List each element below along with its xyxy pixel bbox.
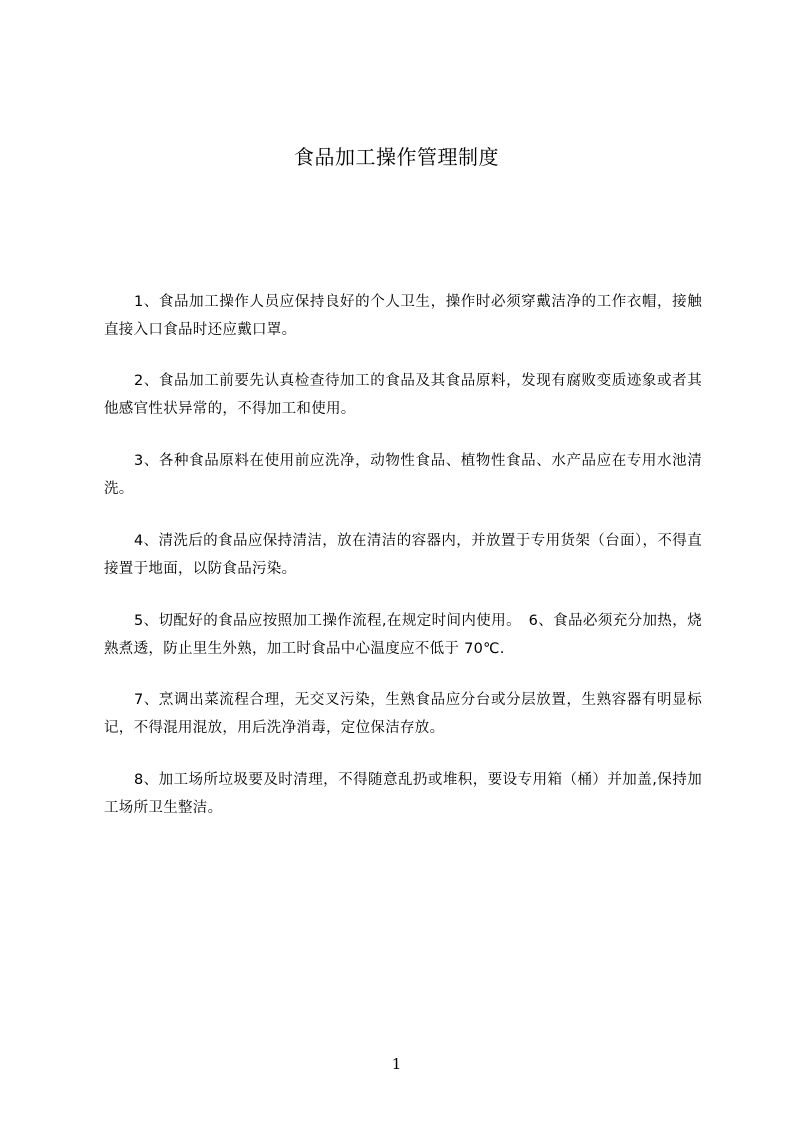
paragraph-7: 7、烹调出菜流程合理，无交叉污染，生熟食品应分台或分层放置，生熟容器有明显标记，不得混用混放，用后洗净消毒，定位保洁存放。: [104, 692, 702, 736]
paragraph-8: 8、加工场所垃圾要及时清理，不得随意乱扔或堆积，要设专用箱（桶）并加盖,保持加工场所卫生整洁。: [104, 772, 702, 816]
paragraph-1: 1、食品加工操作人员应保持良好的个人卫生，操作时必须穿戴洁净的工作衣帽，接触直接入口食品时还应戴口罩。: [104, 294, 702, 338]
page-number: 1: [391, 1055, 402, 1073]
paragraph-5-6: 5、切配好的食品应按照加工操作流程,在规定时间内使用。 6、食品必须充分加热，烧熟煮透，防止里生外熟，加工时食品中心温度应不低于 70℃.: [104, 613, 702, 657]
document-title: 食品加工操作管理制度: [294, 145, 499, 169]
paragraph-3: 3、各种食品原料在使用前应洗净，动物性食品、植物性食品、水产品应在专用水池清洗。: [104, 453, 702, 497]
paragraph-4: 4、清洗后的食品应保持清洁，放在清洁的容器内，并放置于专用货架（台面），不得直接置于地面，以防食品污染。: [104, 533, 702, 577]
paragraph-2: 2、食品加工前要先认真检查待加工的食品及其食品原料，发现有腐败变质迹象或者其他感官性状异常的，不得加工和使用。: [104, 373, 702, 417]
